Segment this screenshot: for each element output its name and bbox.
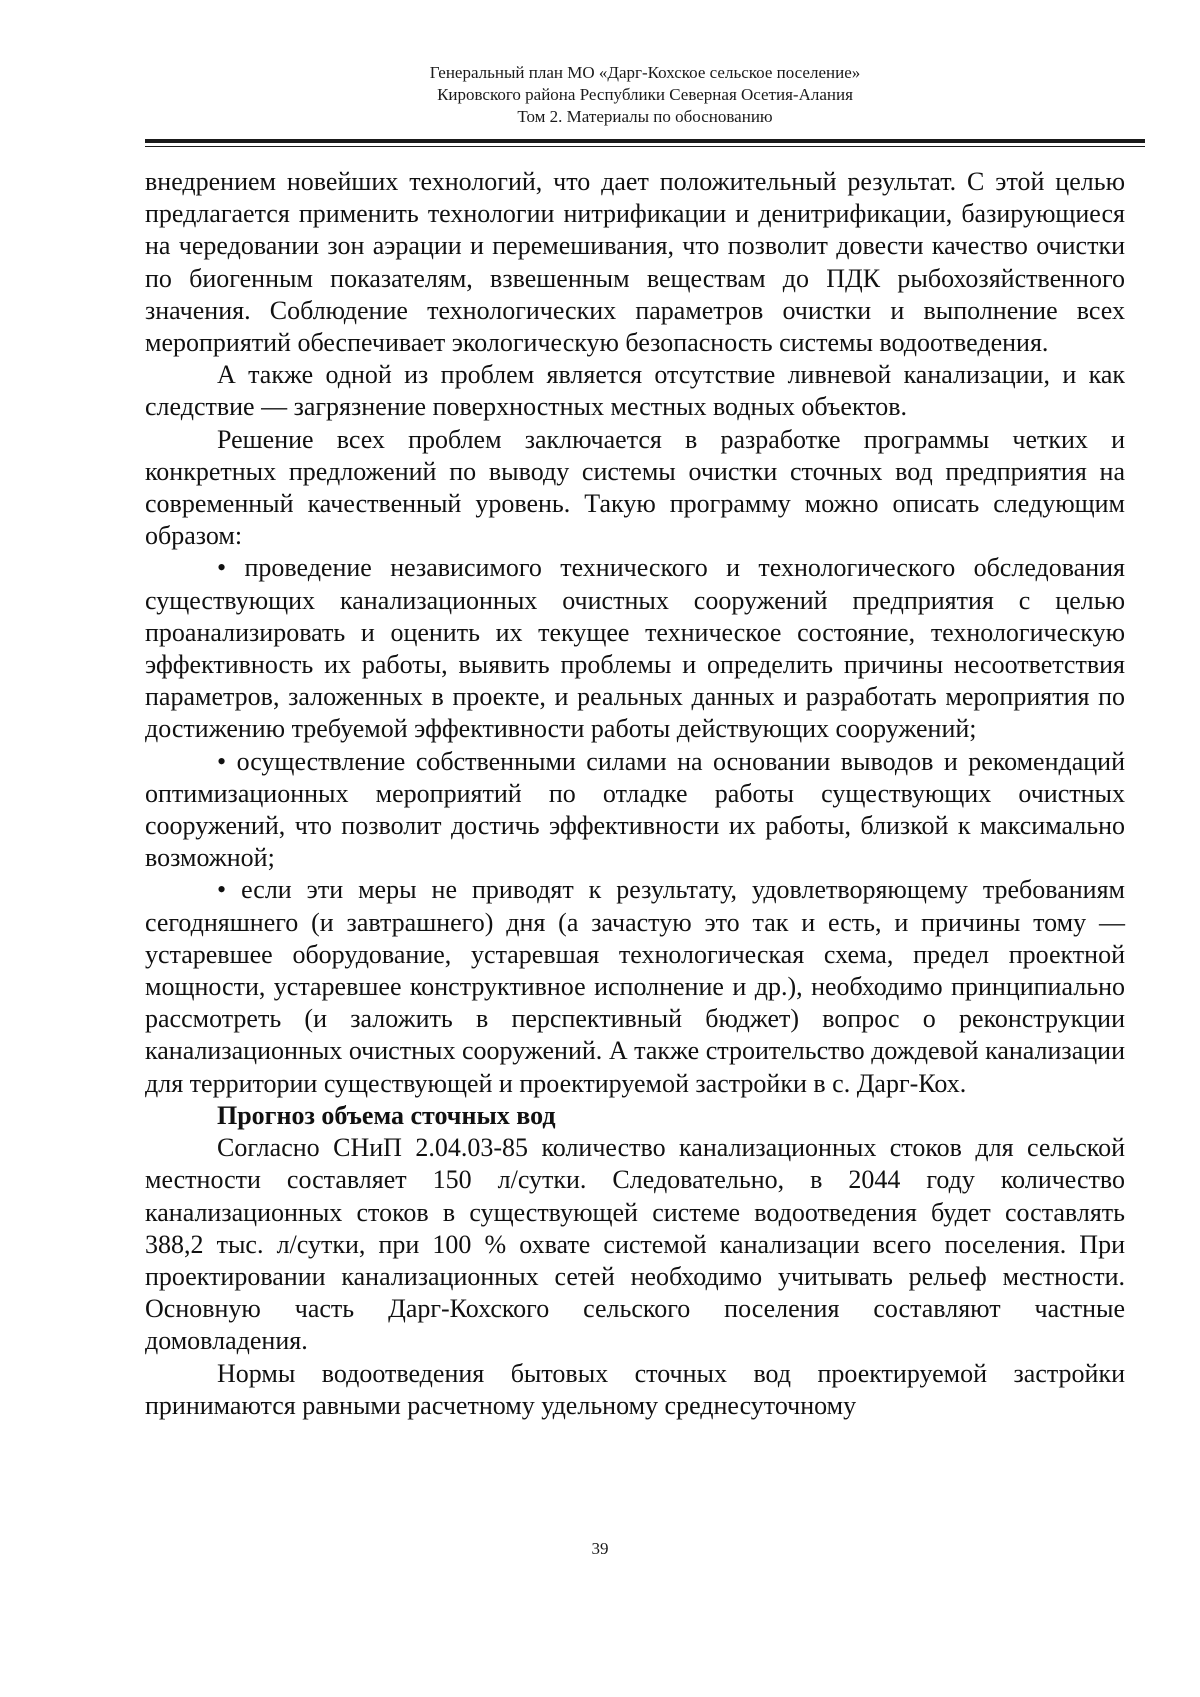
bullet-text: осуществление собственными силами на основании выводов и рекомендаций оптимизационных мероприятий по отладке работы существующих очистных сооружений, что позволит достичь эффективности их работы, близкой к максимально возможной; bbox=[145, 746, 1125, 873]
header-rule-thin bbox=[145, 146, 1145, 147]
paragraph-storm-sewer-problem: А также одной из проблем является отсутствие ливневой канализации, и как следствие — загрязнение поверхностных местных водных объектов. bbox=[145, 360, 1125, 422]
paragraph-disposal-norms: Нормы водоотведения бытовых сточных вод проектируемой застройки принимаются равными расчетному удельному среднесуточному bbox=[145, 1358, 1125, 1420]
bullet-item-optimization bbox=[145, 746, 1125, 875]
bullet-dot-icon: • bbox=[217, 875, 227, 905]
paragraph-program-solution: Решение всех проблем заключается в разработке программы четких и конкретных предложений по выводу системы очистки сточных вод предприятия на современный качественный уровень. Такую программу можно описать следующим образом: bbox=[145, 424, 1125, 551]
bullet-item-reconstruction bbox=[145, 874, 1125, 1099]
body-text bbox=[145, 166, 1125, 1422]
header-rule-thick bbox=[145, 139, 1145, 143]
paragraph-sewage-forecast: Согласно СНиП 2.04.03-85 количество канализационных стоков для сельской местности составляет 150 л/сутки. Следовательно, в 2044 году количество канализационных стоков в существующей системе водоотведения будет составлять 388,2 тыс. л/сутки, при 100 % охвате системой канализации всего поселения. При проектировании канализационных сетей необходимо учитывать рельеф местности. Основную часть Дарг-Кохского сельского поселения составляют частные домовладения. bbox=[145, 1133, 1125, 1356]
header-line-3: Том 2. Материалы по обоснованию bbox=[517, 107, 773, 126]
page-number: 39 bbox=[591, 1539, 609, 1558]
running-header bbox=[145, 62, 1145, 128]
bullet-item-inspection bbox=[145, 552, 1125, 745]
bullet-text: если эти меры не приводят к результату, удовлетворяющему требованиям сегодняшнего (и завтрашнего) дня (а зачастую это так и есть, и причины тому — устаревшее оборудование, устаревшая технологическая схема, предел проектной мощности, устаревшее конструктивное исполнение и др.), необходимо принципиально рассмотреть (и заложить в перспективный бюджет) вопрос о реконструкции канализационных очистных сооружений. А также строительство дождевой канализации для территории существующей и проектируемой застройки в с. Дарг-Кох. bbox=[145, 875, 1126, 1098]
header-line-2: Кировского района Республики Северная Осетия-Алания bbox=[437, 85, 853, 104]
section-heading: Прогноз объема сточных вод bbox=[217, 1100, 556, 1130]
paragraph-continued: внедрением новейших технологий, что дает положительный результат. С этой целью предлагается применить технологии нитрификации и денитрификации, базирующиеся на чередовании зон аэрации и перемешивания, что позволит довести качество очистки по биогенным показателям, взвешенным веществам до ПДК рыбохозяйственного значения. Соблюдение технологических параметров очистки и выполнение всех мероприятий обеспечивает экологическую безопасность системы водоотведения. bbox=[145, 167, 1125, 358]
bullet-text: проведение независимого технического и технологического обследования существующих канализационных очистных сооружений предприятия с целью проанализировать и оценить их текущее техническое состояние, технологическую эффективность их работы, выявить проблемы и определить причины несоответствия параметров, заложенных в проекте, и реальных данных и разработать мероприятия по достижению требуемой эффективности работы действующих сооружений; bbox=[145, 553, 1125, 744]
bullet-dot-icon: • bbox=[217, 746, 227, 776]
bullet-dot-icon: • bbox=[217, 553, 227, 583]
header-line-1: Генеральный план МО «Дарг-Кохское сельское поселение» bbox=[429, 63, 861, 82]
